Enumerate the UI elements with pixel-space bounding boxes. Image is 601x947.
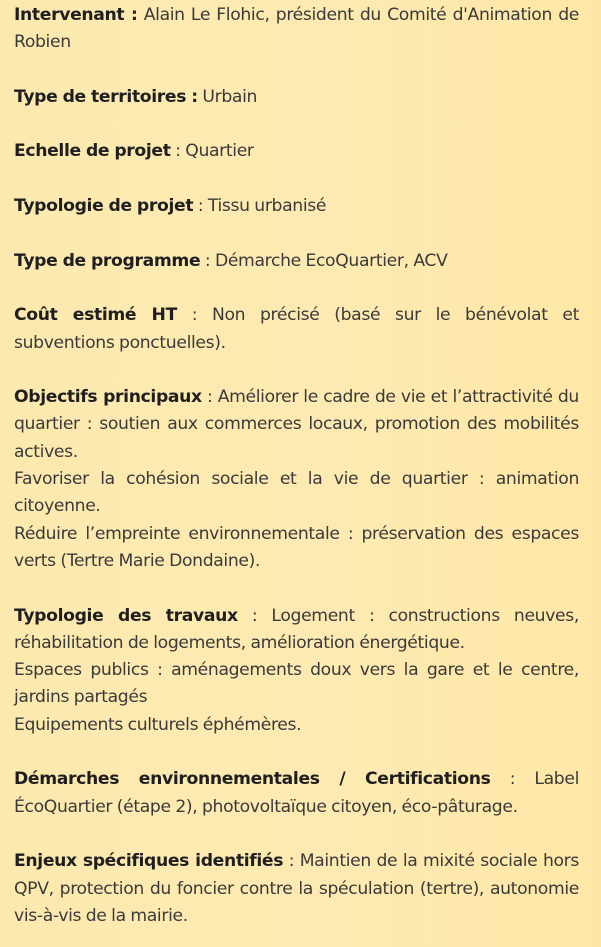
type-territoires-value: Urbain (202, 86, 258, 107)
typologie-travaux-first-line (14, 603, 579, 658)
section-type-programme (14, 248, 579, 275)
objectifs-label: Objectifs principaux (14, 387, 202, 408)
demarches-label: Démarches environnementales / Certifications (14, 769, 491, 790)
typologie-travaux-line: Espaces publics : aménagements doux vers la gare et le centre, jardins partagés (14, 660, 579, 708)
echelle-projet-label: Echelle de projet (14, 141, 171, 162)
enjeux-label: Enjeux spécifiques identifiés (14, 851, 284, 872)
typologie-travaux-line: Equipements culturels éphémères. (14, 714, 302, 735)
intervenant-label: Intervenant : (14, 5, 138, 25)
section-enjeux (14, 848, 579, 930)
intervenant-value: Alain Le Flohic, président du Comité d'Animation de Robien (14, 5, 579, 53)
section-objectifs (14, 384, 579, 575)
typologie-travaux-label: Typologie des travaux (14, 605, 238, 626)
objectifs-line: Réduire l’empreinte environnementale : préservation des espaces verts (Tertre Marie Dondaine). (14, 523, 579, 571)
type-programme-value: : Démarche EcoQuartier, ACV (204, 250, 448, 271)
section-echelle-projet (14, 138, 579, 165)
enjeux-value: : Maintien de la mixité sociale hors QPV, protection du foncier contre la spéculation (tertre), autonomie vis-à-vis de la mairie. (14, 851, 579, 926)
typologie-projet-value: : Tissu urbanisé (197, 196, 327, 217)
typologie-projet-label: Typologie de projet (14, 196, 194, 217)
section-cout-estime (14, 302, 579, 357)
section-demarches (14, 766, 579, 821)
typologie-travaux-value: : Logement : constructions neuves, réhabilitation de logements, amélioration énergétique. (14, 605, 579, 653)
section-typologie-projet (14, 193, 579, 220)
section-type-territoires (14, 84, 579, 111)
cout-estime-label: Coût estimé HT (14, 305, 177, 326)
section-intervenant (14, 2, 579, 57)
type-territoires-label: Type de territoires : (14, 86, 198, 107)
section-typologie-travaux (14, 603, 579, 739)
objectifs-line: Favoriser la cohésion sociale et la vie de quartier : animation citoyenne. (14, 469, 579, 517)
type-programme-label: Type de programme (14, 250, 201, 271)
demarches-value: : Label ÉcoQuartier (étape 2), photovoltaïque citoyen, éco-pâturage. (14, 769, 579, 817)
objectifs-value: : Améliorer le cadre de vie et l’attractivité du quartier : soutien aux commerces locaux, promotion des mobilités actives. (14, 387, 579, 462)
echelle-projet-value: : Quartier (175, 141, 254, 162)
objectifs-first-line (14, 384, 579, 466)
cout-estime-value: : Non précisé (basé sur le bénévolat et subventions ponctuelles). (14, 305, 579, 353)
